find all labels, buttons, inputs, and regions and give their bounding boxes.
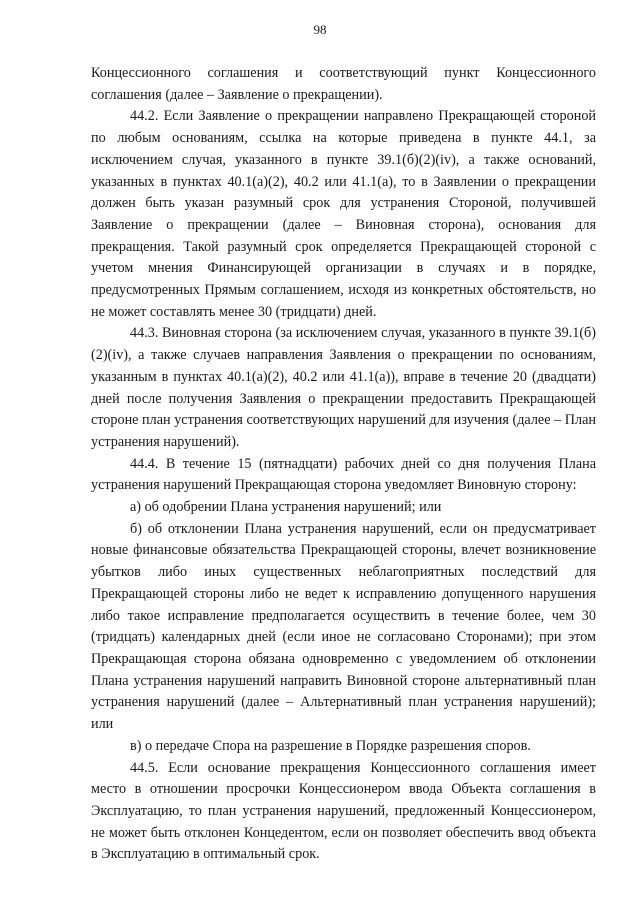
paragraph-44-2: 44.2. Если Заявление о прекращении направлено Прекращающей стороной по любым основаниям, ссылка на которые приведена в пункте 44.1, за исключением случая, указанного в пункте 39.1(б)(2)(iv), а также оснований, указанных в пунктах 40.1(а)(2), 40.2 или 41.1(а), то в Заявлении о прекращении должен быть указан разумный срок для устранения Стороной, получившей Заявление о прекращении (далее – Виновная сторона), основания для прекращения. Такой разумный срок определяется Прекращающей стороной с учетом мнения Финансирующей организации в случаях и в порядке, предусмотренных Прямым соглашением, исходя из конкретных обстоятельств, но не может составлять менее 30 (тридцати) дней. <box>91 108 596 320</box>
paragraph-44-3: 44.3. Виновная сторона (за исключением случая, указанного в пункте 39.1(б)(2)(iv), а также случаев направления Заявления о прекращении по основаниям, указанным в пунктах 40.1(а)(2), 40.2 или 41.1(а)), вправе в течение 20 (двадцати) дней после получения Заявления о прекращении предоставить Прекращающей стороне план устранения соответствующих нарушений для изучения (далее – План устранения нарушений). <box>91 325 596 450</box>
paragraph-continuation: Концессионного соглашения и соответствующий пункт Концессионного соглашения (далее – Заявление о прекращении). <box>91 65 596 103</box>
list-item-a: а) об одобрении Плана устранения нарушений; или <box>130 499 442 516</box>
document-body <box>91 63 596 866</box>
paragraph-44-5: 44.5. Если основание прекращения Концессионного соглашения имеет место в отношении просрочки Концессионером ввода Объекта соглашения в Эксплуатацию, то план устранения нарушений, предложенный Концессионером, не может быть отклонен Концедентом, если он позволяет обеспечить ввод объекта в Эксплуатацию в оптимальный срок. <box>91 759 596 863</box>
paragraph-44-4: 44.4. В течение 15 (пятнадцати) рабочих дней со дня получения Плана устранения нарушений Прекращающая сторона уведомляет Виновную сторону: <box>91 455 596 494</box>
list-item-b: б) об отклонении Плана устранения нарушений, если он предусматривает новые финансовые обязательства Прекращающей стороны, влечет возникновение убытков либо иных существенных неблагоприятных последствий для Прекращающей стороны либо не ведет к исправлению допущенного нарушения либо такое исправление предполагается осуществить в течение более, чем 30 (тридцать) календарных дней (если иное не согласовано Сторонами); при этом Прекращающая сторона обязана одновременно с уведомлением об отклонении Плана устранения нарушений направить Виновной стороне альтернативный план устранения нарушений (далее – Альтернативный план устранения нарушений); или <box>91 520 596 733</box>
page-number: 98 <box>313 22 327 37</box>
list-item-v: в) о передаче Спора на разрешение в Порядке разрешения споров. <box>130 737 531 754</box>
